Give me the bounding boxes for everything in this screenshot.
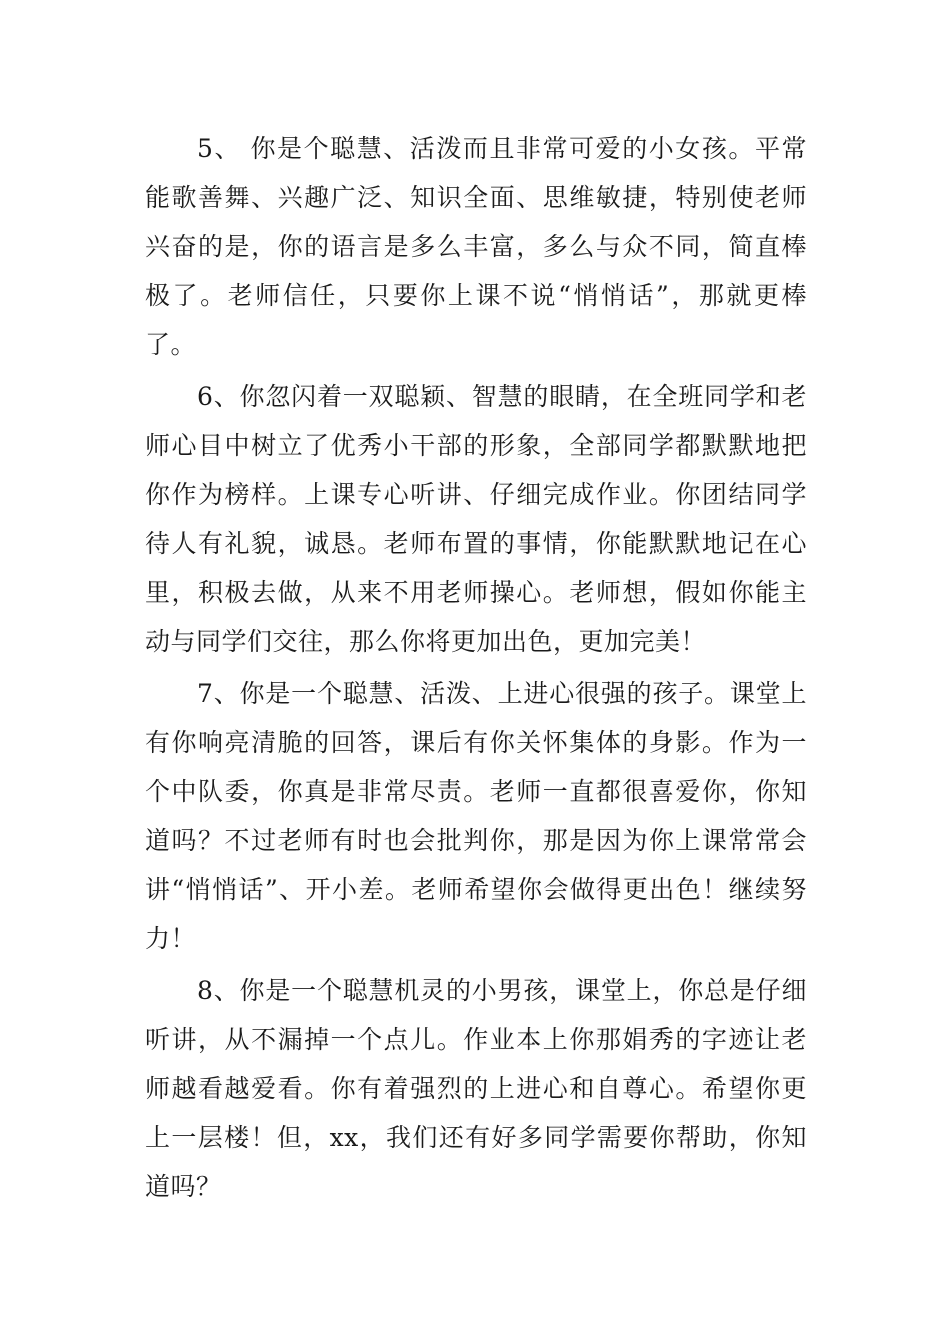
- paragraph-6: 6、你忽闪着一双聪颖、智慧的眼睛，在全班同学和老师心目中树立了优秀小干部的形象，全部同学都默默地把你作为榜样。上课专心听讲、仔细完成作业。你团结同学待人有礼貌，诚恳。老师布置的事情，你能默默地记在心里，积极去做，从来不用老师操心。老师想，假如你能主动与同学们交往，那么你将更加出色，更加完美！: [145, 382, 807, 656]
- paragraph-5: 5、 你是个聪慧、活泼而且非常可爱的小女孩。平常能歌善舞、兴趣广泛、知识全面、思维敏捷，特别使老师兴奋的是，你的语言是多么丰富，多么与众不同，简直棒极了。老师信任，只要你上课不说“悄悄话”，那就更棒了。: [145, 134, 807, 359]
- paragraph-7: 7、你是一个聪慧、活泼、上进心很强的孩子。课堂上有你响亮清脆的回答，课后有你关怀集体的身影。作为一个中队委，你真是非常尽责。老师一直都很喜爱你，你知道吗？不过老师有时也会批判你，那是因为你上课常常会讲“悄悄话”、开小差。老师希望你会做得更出色！继续努力！: [145, 679, 807, 953]
- document-page: [145, 124, 807, 1214]
- paragraph-8: 8、你是一个聪慧机灵的小男孩，课堂上，你总是仔细听讲，从不漏掉一个点儿。作业本上你那娟秀的字迹让老师越看越爱看。你有着强烈的上进心和自尊心。希望你更上一层楼！但，xx，我们还有好多同学需要你帮助，你知道吗？: [145, 976, 807, 1201]
